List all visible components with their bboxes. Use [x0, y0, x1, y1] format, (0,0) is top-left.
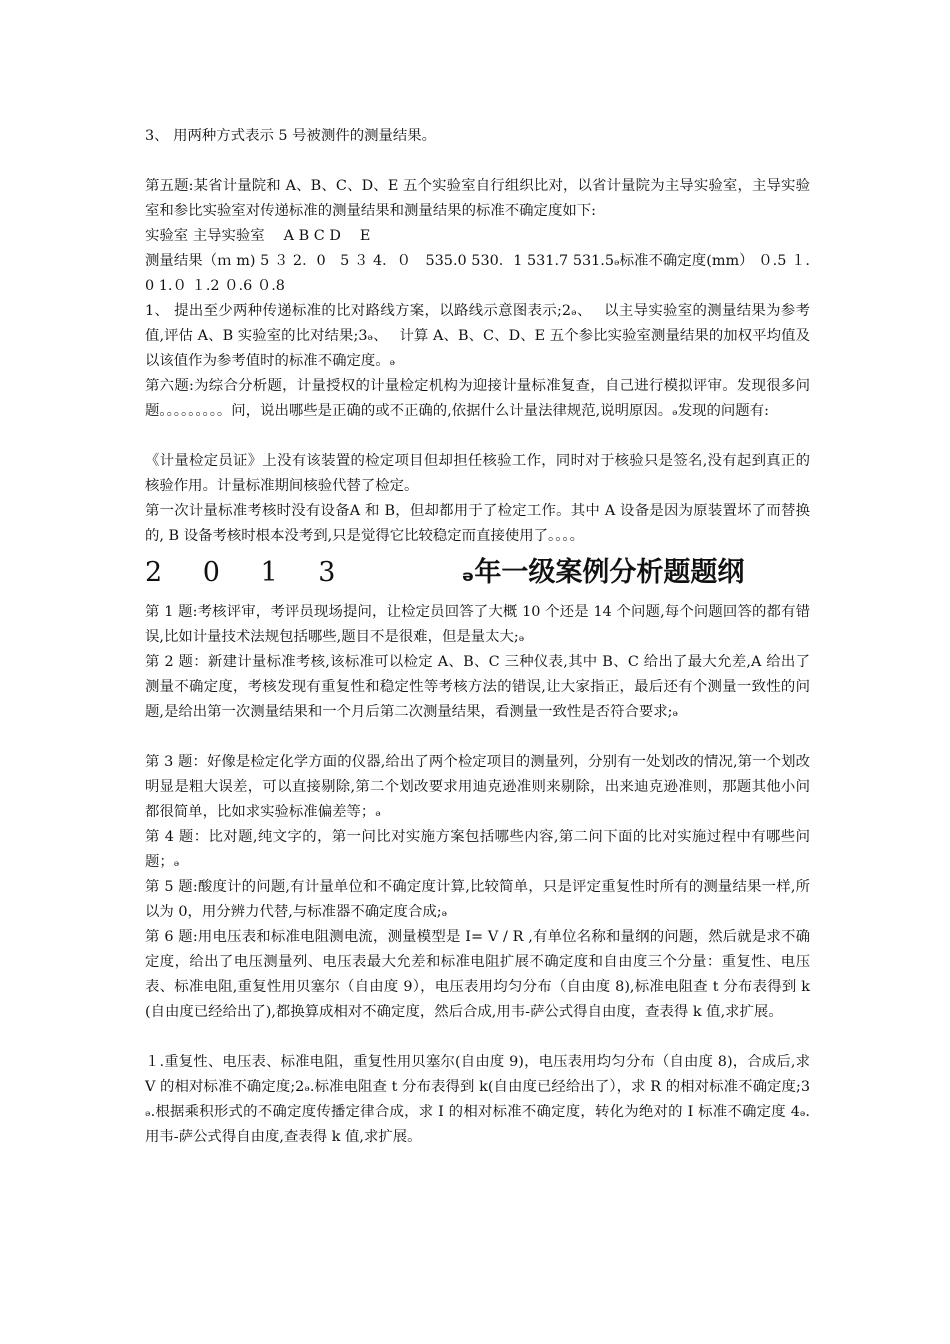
topic-6: 第 6 题:用电压表和标准电阻测电流，测量模型是 I= V / R ,有单位名称和量纲的问题，然后就是求不确定度，给出了电压测量列、电压表最大允差和标准电阻扩展不确定度和自由度三个分量：重复性、电压表、标准电阻,重复性用贝塞尔（自由度 9），电压表用均匀分布（自由度 8),标准电阻查 t 分布表得到 k(自由度已经给出了),都换算成相对不确定度，然后合成,用韦-萨公式得自由度，查表得 k 值,求扩展。	[145, 929, 810, 1020]
heading-year: 2 0 1 3	[145, 557, 352, 588]
topic-4: 第 4 题：比对题,纯文字的，第一问比对实施方案包括哪些内容,第二问下面的比对实施过程中有哪些问题；ₔ	[145, 829, 810, 870]
question-5-table-header: 实验室 主导实验室 A B C D E	[145, 228, 371, 244]
question-5-table-values: 测量结果（ｍ m) 5 ３ 2．0 5 ３ 4．０ 535.0 530．1 531.7 531.5ₔ标准不确定度(mm） ０.5 １.0 1.０ １.2 ０.6 ０.8	[145, 253, 810, 294]
question-6-issue-2: 第一次计量标准考核时没有设备A 和 B，但却都用于了检定工作。其中 A 设备是因为原装置坏了而替换的, B 设备考核时根本没考到,只是觉得它比较稳定而直接使用了。。。。	[145, 503, 810, 544]
question-6-text: 第六题:为综合分析题，计量授权的计量检定机构为迎接计量标准复查，自己进行模拟评审。发现很多问题。。。。。。。。。问，说出哪些是正确的或不正确的,依据什么计量法律规范,说明原因。ₔ发现的问题有:	[145, 378, 810, 419]
question-5-items: 1、 提出至少两种传递标准的比对路线方案，以路线示意图表示;2ₔ、 以主导实验室的测量结果为参考值,评估 A、B 实验室的比对结果;3ₔ、 计算 A、B、C、D、E 五个参比实验室测量结果的加权平均值及以该值作为参考值时的标准不确定度。ₔ	[145, 303, 810, 369]
heading-title: ₔ年一级案例分析题题纲	[461, 557, 745, 588]
topic-2: 第 2 题：新建计量标准考核,该标准可以检定 A、B、C 三种仪表,其中 B、C 给出了最大允差,A 给出了测量不确定度，考核发现有重复性和稳定性等考核方法的错误,让大家指正，最后还有个测量一致性的问题,是给出第一次测量结果和一个月后第二次测量结果，看测量一致性是否符合要求;ₔ	[145, 654, 810, 720]
topic-5: 第 5 题:酸度计的问题,有计量单位和不确定度计算,比较简单，只是评定重复性时所有的测量结果一样,所以为 0，用分辨力代替,与标准器不确定度合成;ₔ	[145, 879, 810, 920]
question-6-issue-1: 《计量检定员证》上没有该装置的检定项目但却担任核验工作，同时对于核验只是签名,没有起到真正的核验作用。计量标准期间核验代替了检定。	[145, 453, 810, 494]
question-5-text: 第五题:某省计量院和 A、B、C、D、E 五个实验室自行组织比对，以省计量院为主导实验室，主导实验室和参比实验室对传递标准的测量结果和测量结果的标准不确定度如下:	[145, 178, 810, 219]
topic-6-steps: １.重复性、电压表、标准电阻，重复性用贝塞尔(自由度 9)，电压表用均匀分布（自由度 8)，合成后,求 V 的相对标准不确定度;2ₔ.标准电阻查 t 分布表得到 k(自由度已经给出了），求 R 的相对标准不确定度;3ₔ.根据乘积形式的不确定度传播定律合成，求 I 的相对标准不确定度，转化为绝对的 I 标准不确定度 4ₔ. 用韦-萨公式得自由度,查表得 k 值,求扩展。	[145, 1054, 810, 1145]
section-heading	[145, 553, 810, 593]
question-item-3: 3、 用两种方式表示 5 号被测件的测量结果。	[145, 128, 437, 144]
topic-1: 第 1 题:考核评审，考评员现场提问，让检定员回答了大概 10 个还是 14 个问题,每个问题回答的都有错误,比如计量技术法规包括哪些,题目不是很难，但是量太大;ₔ	[145, 604, 810, 645]
topic-3: 第 3 题：好像是检定化学方面的仪器,给出了两个检定项目的测量列，分别有一处划改的情况,第一个划改明显是粗大误差，可以直接剔除,第二个划改要求用迪克逊准则来剔除，出来迪克逊准则，那题其他小问都很简单，比如求实验标准偏差等；ₔ	[145, 754, 810, 820]
